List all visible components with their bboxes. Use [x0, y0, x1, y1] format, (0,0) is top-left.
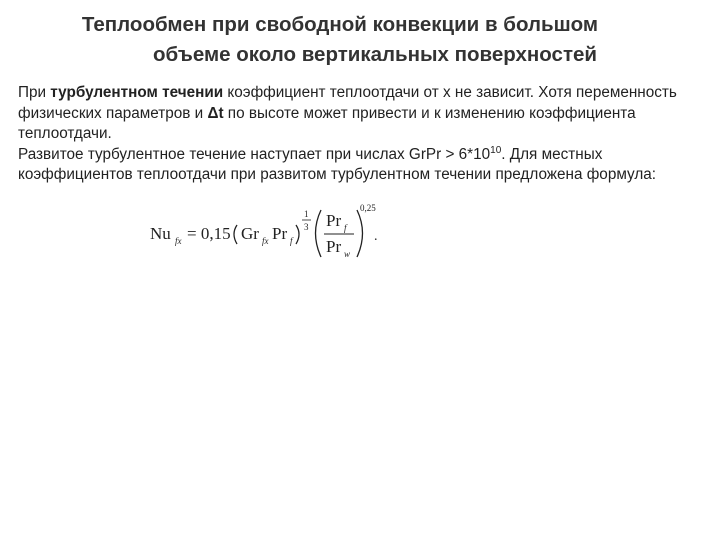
nusselt-formula: [148, 200, 388, 262]
slide-title-line-2: объеме около вертикальных поверхностей: [152, 43, 597, 66]
term-turbulent-flow: турбулентном течении: [50, 84, 224, 101]
paragraph2-text-2: . Для местных коэффициентов теплоотдачи при развитом турбулентном течении предложена формула:: [18, 145, 657, 183]
formula-fraction-denominator: Pr: [326, 237, 342, 256]
formula-equals-coefficient: = 0,15: [187, 224, 231, 243]
slide-title-line-1: Теплообмен при свободной конвекции в большом: [81, 13, 599, 36]
formula-pr: Pr: [272, 224, 288, 243]
formula-fraction-numerator: Pr: [326, 211, 342, 230]
formula-exponent-0-25: 0,25: [360, 203, 376, 213]
formula-numerator-subscript: f: [344, 223, 347, 233]
formula-big-left-paren: [316, 210, 322, 257]
formula-gr-subscript: fx: [262, 236, 269, 246]
formula-denominator-subscript: w: [344, 249, 351, 259]
formula-dot: .: [374, 229, 378, 244]
formula-exponent-denominator: 3: [304, 222, 309, 232]
paragraph-developed-flow: [18, 145, 718, 186]
formula-big-right-paren: [357, 210, 363, 257]
paragraph1-text-1: При: [18, 84, 51, 101]
paragraph1-text-3: по высоте может привести и к изменению коэффициента теплоотдачи.: [18, 104, 636, 142]
formula-exponent-numerator: 1: [304, 209, 309, 219]
paragraph2-text-1: Развитое турбулентное течение наступает при числах GrPr > 6*10: [18, 145, 491, 163]
exponent-ten: 10: [490, 144, 502, 156]
formula-gr: Gr: [241, 224, 259, 243]
formula-right-paren: [296, 225, 299, 244]
formula-nu-subscript: fx: [175, 236, 182, 246]
formula-pr-subscript: f: [290, 236, 293, 246]
paragraph1-text-2: коэффициент теплоотдачи от х не зависит. Хотя переменность физических параметров и: [18, 84, 677, 122]
slide-title: [0, 10, 720, 70]
slide-body: [18, 83, 718, 186]
paragraph-turbulent-flow: [18, 83, 718, 145]
formula-nu: Nu: [150, 224, 171, 243]
formula-left-paren: [234, 225, 237, 244]
term-delta-t: Δt: [207, 104, 224, 122]
formula-graphic: [148, 200, 388, 262]
